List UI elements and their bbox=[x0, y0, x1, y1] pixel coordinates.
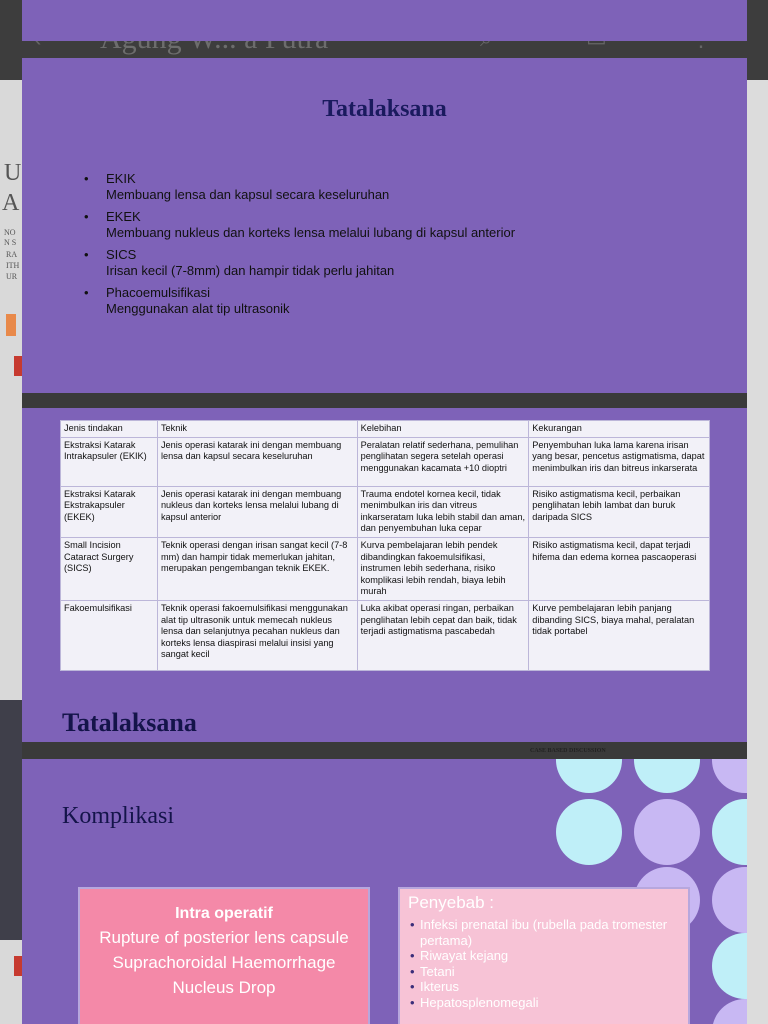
table-row bbox=[61, 600, 710, 670]
decorative-circle bbox=[712, 999, 747, 1024]
slide-title: Komplikasi bbox=[62, 803, 174, 829]
decorative-circle bbox=[712, 867, 747, 933]
table-cell: Teknik operasi fakoemulsifikasi menggunakan alat tip ultrasonik untuk memecah nukleus lensa dan selanjutnya pecahan nukleus dan korteks lensa diaspirasi melalui insisi yang sangat kecil bbox=[157, 600, 357, 670]
intra-operative-box bbox=[78, 887, 370, 1024]
table-row bbox=[61, 486, 710, 537]
bg-fragment: N S bbox=[4, 238, 17, 247]
cause-list bbox=[408, 917, 680, 1010]
complication-item: Rupture of posterior lens capsule bbox=[99, 928, 349, 947]
case-label: CASE BASED DISCUSSION bbox=[530, 748, 606, 754]
bg-marker bbox=[14, 356, 22, 376]
list-item: • Phacoemulsifikasi Menggunakan alat tip ultrasonik bbox=[84, 285, 515, 317]
list-item: • Tetani bbox=[408, 964, 680, 980]
table-cell: Risiko astigmatisma kecil, dapat terjadi hifema dan edema kornea pascaoperasi bbox=[529, 537, 710, 600]
bg-fragment: A bbox=[2, 190, 20, 216]
table-cell: Trauma endotel kornea kecil, tidak menimbulkan iris dan vitreus inkarseratam luka lebih stabil dan aman, dan penyembuhan luka cepar bbox=[357, 486, 529, 537]
table-cell: Penyembuhan luka lama karena irisan yang besar, pencetus astigmatisma, dapat menimbulkan iris dan bitreus inkarserata bbox=[529, 437, 710, 486]
table-header-cell: Teknik bbox=[157, 421, 357, 438]
penyebab-box bbox=[398, 887, 690, 1024]
table-cell: Jenis operasi katarak ini dengan membuang nukleus dan korteks lensa melalui lubang di kapsul anterior bbox=[157, 486, 357, 537]
list-item: • Riwayat kejang bbox=[408, 948, 680, 964]
decorative-circle bbox=[556, 799, 622, 865]
box-heading: Penyebab : bbox=[408, 893, 495, 912]
bg-fragment: ITH bbox=[6, 261, 20, 270]
technique-list bbox=[84, 171, 515, 323]
left-page-image bbox=[0, 700, 22, 940]
slide-komplikasi bbox=[22, 759, 747, 1024]
bg-fragment: NO bbox=[4, 228, 16, 237]
list-item: • EKIK Membuang lensa dan kapsul secara keseluruhan bbox=[84, 171, 515, 203]
table-cell: Ekstraksi Katarak Ekstrakapsuler (EKEK) bbox=[61, 486, 158, 537]
complication-item: Nucleus Drop bbox=[172, 978, 276, 997]
table-cell: Fakoemulsifikasi bbox=[61, 600, 158, 670]
list-item: • Infeksi prenatal ibu (rubella pada tromester pertama) bbox=[408, 917, 680, 948]
decorative-circle bbox=[712, 933, 747, 999]
table-cell: Small Incision Cataract Surgery (SICS) bbox=[61, 537, 158, 600]
table-cell: Jenis operasi katarak ini dengan membuang lensa dan kapsul secara keseluruhan bbox=[157, 437, 357, 486]
table-cell: Ekstraksi Katarak Intrakapsuler (EKIK) bbox=[61, 437, 158, 486]
slide-title: Tatalaksana bbox=[322, 96, 447, 122]
slide-title: Tatalaksana bbox=[62, 708, 197, 737]
decorative-circle bbox=[634, 799, 700, 865]
list-item: • Ikterus bbox=[408, 979, 680, 995]
table-cell: Kurva pembelajaran lebih pendek dibandingkan fakoemulsifikasi, instrumen lebih sederhana, risiko komplikasi lebih rendah, biaya lebih murah bbox=[357, 537, 529, 600]
list-item: • EKEK Membuang nukleus dan korteks lensa melalui lubang di kapsul anterior bbox=[84, 209, 515, 241]
table-cell: Peralatan relatif sederhana, pemulihan penglihatan segera setelah operasi menggunakan kacamata +10 dioptri bbox=[357, 437, 529, 486]
decorative-circle bbox=[712, 799, 747, 865]
table-header-row bbox=[61, 421, 710, 438]
table-header-cell: Kelebihan bbox=[357, 421, 529, 438]
decorative-circle bbox=[712, 759, 747, 793]
table-row bbox=[61, 437, 710, 486]
list-item: • Hepatosplenomegali bbox=[408, 995, 680, 1011]
decorative-circle bbox=[634, 759, 700, 793]
bg-fragment: U bbox=[4, 160, 22, 186]
table-cell: Kurve pembelajaran lebih panjang dibanding SICS, biaya mahal, peralatan tidak portabel bbox=[529, 600, 710, 670]
table-row bbox=[61, 537, 710, 600]
table-cell: Luka akibat operasi ringan, perbaikan penglihatan lebih cepat dan baik, tidak terjadi astigmatisma pascabedah bbox=[357, 600, 529, 670]
comparison-table bbox=[60, 420, 710, 671]
decorative-circle bbox=[556, 759, 622, 793]
right-page-edge bbox=[747, 80, 768, 1024]
table-header-cell: Kekurangan bbox=[529, 421, 710, 438]
bg-marker bbox=[6, 314, 16, 336]
complication-item: Suprachoroidal Haemorrhage bbox=[112, 953, 336, 972]
bg-fragment: RA bbox=[6, 250, 18, 259]
table-header-cell: Jenis tindakan bbox=[61, 421, 158, 438]
box-heading: Intra operatif bbox=[175, 905, 273, 922]
slide-top-partial bbox=[22, 0, 747, 41]
slide-comparison-table bbox=[22, 408, 747, 742]
bg-marker bbox=[14, 956, 22, 976]
table-cell: Risiko astigmatisma kecil, perbaikan penglihatan lebih lambat dan buruk daripada SICS bbox=[529, 486, 710, 537]
list-item: • SICS Irisan kecil (7-8mm) dan hampir tidak perlu jahitan bbox=[84, 247, 515, 279]
table-cell: Teknik operasi dengan irisan sangat kecil (7-8 mm) dan hampir tidak memerlukan jahitan, merupakan pengembangan teknik EKEK. bbox=[157, 537, 357, 600]
bg-fragment: UR bbox=[6, 272, 18, 281]
slide-tatalaksana-list bbox=[22, 58, 747, 393]
